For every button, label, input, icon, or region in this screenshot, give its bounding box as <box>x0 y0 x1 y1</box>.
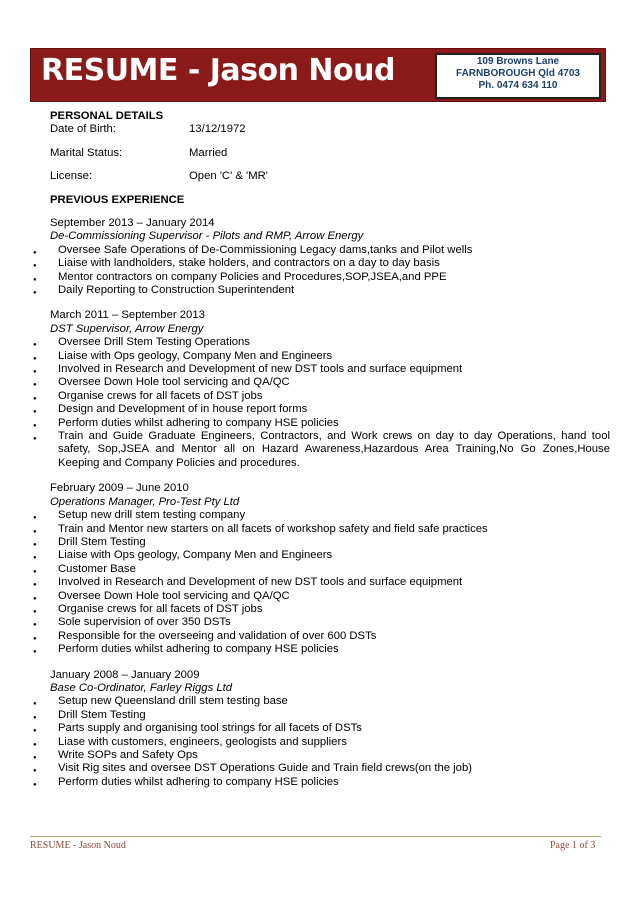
duty-text: Setup new Queensland drill stem testing base <box>58 695 288 708</box>
address-phone: Ph. 0474 634 110 <box>478 80 558 91</box>
dob-value: 13/12/1972 <box>189 123 246 136</box>
job-role: Operations Manager, Pro-Test Pty Ltd <box>50 495 240 508</box>
job-role: Base Co-Ordinator, Farley Riggs Ltd <box>50 681 233 694</box>
bullet-icon: ● <box>33 409 37 416</box>
job-entry <box>33 309 610 470</box>
duty-item <box>33 522 610 536</box>
bullet-icon: ● <box>33 249 37 256</box>
duty-text: Train and Mentor new starters on all facets of workshop safety and field safe practices <box>58 522 488 535</box>
duty-text: Drill Stem Testing <box>58 535 146 548</box>
job-dates: September 2013 – January 2014 <box>50 216 215 229</box>
bullet-icon: ● <box>33 714 37 721</box>
resume-banner <box>30 48 606 102</box>
duty-text: Perform duties whilst adhering to company HSE policies <box>58 643 339 656</box>
dob-row <box>50 123 610 136</box>
job-dates: January 2008 – January 2009 <box>50 668 200 681</box>
license-value: Open 'C' & 'MR' <box>189 170 268 183</box>
bullet-icon: ● <box>33 649 37 656</box>
duty-item <box>33 430 610 470</box>
duty-item <box>33 270 610 284</box>
job-duties <box>33 243 610 298</box>
duty-item <box>33 735 610 749</box>
duty-text: Liaise with landholders, stake holders, and contractors on a day to day basis <box>58 257 440 270</box>
resume-title: RESUME - Jason Noud <box>41 53 395 88</box>
bullet-icon: ● <box>33 768 37 775</box>
duty-text: Visit Rig sites and oversee DST Operations Guide and Train field crews(on the job) <box>58 762 473 775</box>
footer-title: RESUME - Jason Noud <box>30 840 126 851</box>
duty-item <box>33 416 610 430</box>
bullet-icon: ● <box>33 741 37 748</box>
bullet-icon: ● <box>33 728 37 735</box>
duty-item <box>33 762 610 775</box>
job-role: DST Supervisor, Arrow Energy <box>50 322 204 335</box>
duty-text: Liaise with Ops geology, Company Men and Engineers <box>58 549 333 562</box>
duty-item <box>33 602 610 616</box>
duty-item <box>33 576 610 589</box>
duty-text: Liase with customers, engineers, geologists and suppliers <box>58 735 347 748</box>
bullet-icon: ● <box>33 528 37 535</box>
job-duties <box>33 695 610 789</box>
duty-item <box>33 349 610 363</box>
duty-text: Setup new drill stem testing company <box>58 509 246 522</box>
personal-details-heading: PERSONAL DETAILS <box>50 110 164 122</box>
duty-text: Customer Base <box>58 562 136 575</box>
duty-item <box>33 549 610 562</box>
job-entry <box>33 216 610 297</box>
duty-text: Involved in Research and Development of new DST tools and surface equipment <box>58 576 463 589</box>
job-role: De-Commissioning Supervisor - Pilots and RMP, Arrow Energy <box>50 230 364 243</box>
duty-text: Train and Guide Graduate Engineers, Contractors, and Work crews on day to day Operations, hand tool safety, Sop,JSEA and Mentor all on Hazard Awareness,Hazardous Area Training,No Go Zones,House Keeping and Company Policies and procedures. <box>58 430 610 469</box>
duty-item <box>33 243 610 257</box>
bullet-icon: ● <box>33 290 37 297</box>
duty-item <box>33 389 610 403</box>
duty-text: Write SOPs and Safety Ops <box>58 749 198 762</box>
page-number: Page 1 of 3 <box>550 840 596 851</box>
address-street: 109 Browns Lane <box>476 56 560 67</box>
bullet-icon: ● <box>33 276 37 283</box>
job-entry <box>33 668 610 790</box>
duty-item <box>33 562 610 576</box>
duty-item <box>33 535 610 549</box>
duty-text: Involved in Research and Development of new DST tools and surface equipment <box>58 363 463 376</box>
duty-item <box>33 376 610 389</box>
bullet-icon: ● <box>33 595 37 602</box>
duty-item <box>33 336 610 349</box>
bullet-icon: ● <box>33 382 37 389</box>
bullet-icon: ● <box>33 555 37 562</box>
duty-item <box>33 708 610 722</box>
bullet-icon: ● <box>33 568 37 575</box>
dob-label: Date of Birth: <box>50 123 116 136</box>
job-entry <box>33 482 610 656</box>
duty-item <box>33 775 610 789</box>
bullet-icon: ● <box>33 755 37 762</box>
bullet-icon: ● <box>33 355 37 362</box>
duty-text: Oversee Down Hole tool servicing and QA/QC <box>58 376 290 389</box>
license-label: License: <box>50 170 93 183</box>
job-dates: March 2011 – September 2013 <box>50 309 205 322</box>
experience-heading: PREVIOUS EXPERIENCE <box>50 193 185 206</box>
duty-text: Organise crews for all facets of DST jobs <box>58 389 263 402</box>
duty-text: Design and Development of in house report forms <box>58 403 308 416</box>
job-duties <box>33 509 610 656</box>
duty-item <box>33 363 610 376</box>
duty-item <box>33 509 610 522</box>
job-dates: February 2009 – June 2010 <box>50 482 189 495</box>
bullet-icon: ● <box>33 541 37 548</box>
duty-item <box>33 284 610 297</box>
duty-item <box>33 257 610 270</box>
footer-divider <box>30 836 601 837</box>
duty-text: Liaise with Ops geology, Company Men and Engineers <box>58 349 333 362</box>
bullet-icon: ● <box>33 342 37 349</box>
bullet-icon: ● <box>33 422 37 429</box>
address-box <box>435 53 601 99</box>
bullet-icon: ● <box>33 608 37 615</box>
duty-text: Daily Reporting to Construction Superintendent <box>58 284 295 297</box>
resume-body <box>33 110 610 789</box>
duty-text: Drill Stem Testing <box>58 708 146 721</box>
bullet-icon: ● <box>33 635 37 642</box>
bullet-icon: ● <box>33 781 37 788</box>
duty-item <box>33 403 610 416</box>
bullet-icon: ● <box>33 622 37 629</box>
duty-text: Sole supervision of over 350 DSTs <box>58 616 231 629</box>
duty-item <box>33 616 610 629</box>
bullet-icon: ● <box>33 369 37 376</box>
job-list <box>33 216 610 789</box>
duty-text: Mentor contractors on company Policies and Procedures,SOP,JSEA,and PPE <box>58 270 447 283</box>
bullet-icon: ● <box>33 436 37 443</box>
duty-text: Perform duties whilst adhering to company HSE policies <box>58 416 339 429</box>
duty-item <box>33 722 610 735</box>
duty-text: Parts supply and organising tool strings for all facets of DSTs <box>58 722 362 735</box>
license-row <box>50 170 610 183</box>
duty-item <box>33 643 610 656</box>
address-suburb: FARNBOROUGH Qld 4703 <box>456 68 580 79</box>
duty-text: Responsible for the overseeing and validation of over 600 DSTs <box>58 629 377 642</box>
bullet-icon: ● <box>33 582 37 589</box>
duty-item <box>33 749 610 762</box>
duty-text: Oversee Safe Operations of De-Commissioning Legacy dams,tanks and Pilot wells <box>58 243 473 256</box>
job-duties <box>33 336 610 470</box>
marital-row <box>50 147 610 160</box>
duty-text: Perform duties whilst adhering to company HSE policies <box>58 775 339 788</box>
duty-item <box>33 695 610 708</box>
bullet-icon: ● <box>33 263 37 270</box>
duty-item <box>33 589 610 603</box>
bullet-icon: ● <box>33 395 37 402</box>
duty-text: Organise crews for all facets of DST jobs <box>58 602 263 615</box>
bullet-icon: ● <box>33 515 37 522</box>
duty-item <box>33 629 610 643</box>
duty-text: Oversee Down Hole tool servicing and QA/QC <box>58 589 290 602</box>
bullet-icon: ● <box>33 701 37 708</box>
marital-label: Marital Status: <box>50 146 123 159</box>
marital-value: Married <box>189 146 228 159</box>
duty-text: Oversee Drill Stem Testing Operations <box>58 336 250 349</box>
